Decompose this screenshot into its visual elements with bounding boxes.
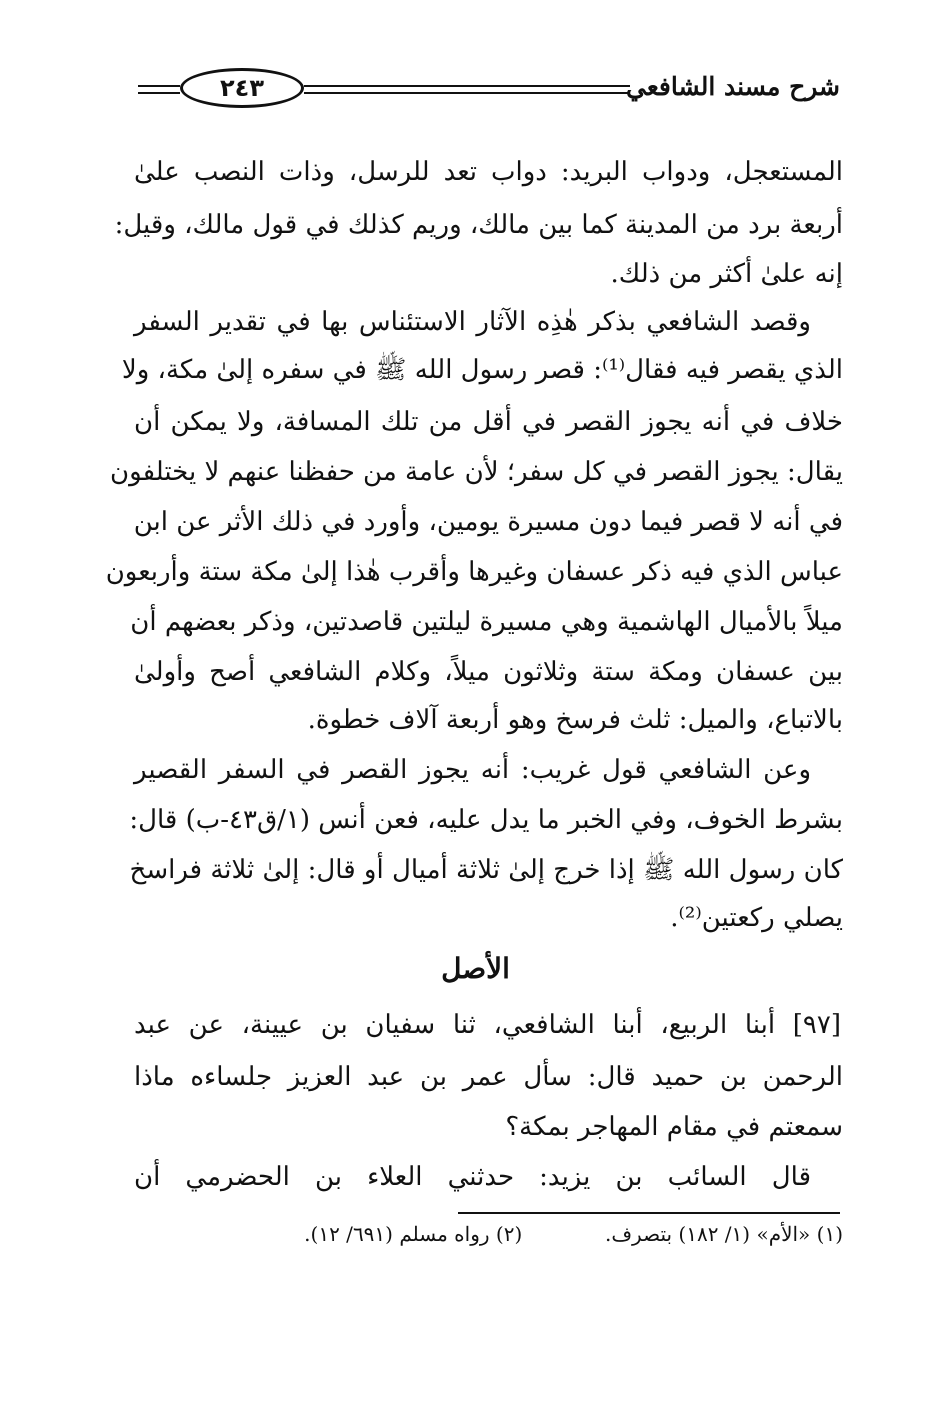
text-line: بشرط الخوف، وفي الخبر ما يدل عليه، فعن أنس (١/ق٤٣-ب) قال: <box>129 805 843 835</box>
text-line: بالاتباع، والميل: ثلث فرسخ وهو أربعة آلاف خطوة. <box>307 705 843 735</box>
footnote-1: (١) «الأم» (١/ ١٨٢) بتصرف. <box>604 1222 843 1246</box>
text-line: [٩٧] أبنا الربيع، أبنا الشافعي، ثنا سفيان بن عيينة، عن عبد <box>134 1010 841 1040</box>
page-number: ٢٤٣ <box>180 68 304 108</box>
page-header <box>138 66 840 114</box>
text-line: الذي يقصر فيه فقال⁽¹⁾: قصر رسول الله ﷺ في سفره إلىٰ مكة، ولا <box>121 355 843 385</box>
text-line: إنه علىٰ أكثر من ذلك. <box>610 259 843 289</box>
running-title: شرح مسند الشافعي <box>626 72 840 101</box>
header-rule-middle-top <box>304 85 630 87</box>
text-line: أربعة برد من المدينة كما بين مالك، وريم كذلك في قول مالك، وقيل: <box>114 210 843 240</box>
text-line: يقال: يجوز القصر في كل سفر؛ لأن عامة من حفظنا عنهم لا يختلفون <box>110 457 843 487</box>
section-heading: الأصل <box>441 952 510 985</box>
footnote-2: (٢) رواه مسلم (٦٩١/ ١٢). <box>304 1222 523 1246</box>
text-line: في أنه لا قصر فيما دون مسيرة يومين، وأورد في ذلك الأثر عن ابن <box>133 507 843 537</box>
text-line: المستعجل، ودواب البريد: دواب تعد للرسل، وذات النصب علىٰ <box>134 157 843 187</box>
footnotes <box>304 1222 843 1246</box>
text-line: يصلي ركعتين⁽²⁾. <box>670 903 843 933</box>
text-line: عباس الذي فيه ذكر عسفان وغيرها وأقرب هٰذا إلىٰ مكة ستة وأربعون <box>105 557 843 587</box>
text-line: كان رسول الله ﷺ إذا خرج إلىٰ ثلاثة أميال أو قال: إلىٰ ثلاثة فراسخ <box>129 855 843 885</box>
text-line: بين عسفان ومكة ستة وثلاثون ميلاً، وكلام الشافعي أصح وأولىٰ <box>134 657 843 687</box>
text-line: الرحمن بن حميد قال: سأل عمر بن عبد العزيز جلساءه ماذا <box>134 1062 843 1092</box>
footnote-rule <box>458 1212 840 1214</box>
header-rule-left-top <box>138 85 180 87</box>
header-rule-middle-bottom <box>304 92 630 94</box>
text-line: خلاف في أنه يجوز القصر في أقل من تلك المسافة، ولا يمكن أن <box>134 407 843 437</box>
header-rule-left-bottom <box>138 92 180 94</box>
text-line: قال السائب بن يزيد: حدثني العلاء بن الحضرمي أن <box>134 1162 811 1192</box>
text-line: وعن الشافعي قول غريب: أنه يجوز القصر في السفر القصير <box>134 755 811 785</box>
text-line: ميلاً بالأميال الهاشمية وهي مسيرة ليلتين قاصدتين، وذكر بعضهم أن <box>130 607 843 637</box>
text-line: وقصد الشافعي بذكر هٰذِه الآثار الاستئناس بها في تقدير السفر <box>134 307 811 337</box>
text-line: سمعتم في مقام المهاجر بمكة؟ <box>505 1112 843 1142</box>
